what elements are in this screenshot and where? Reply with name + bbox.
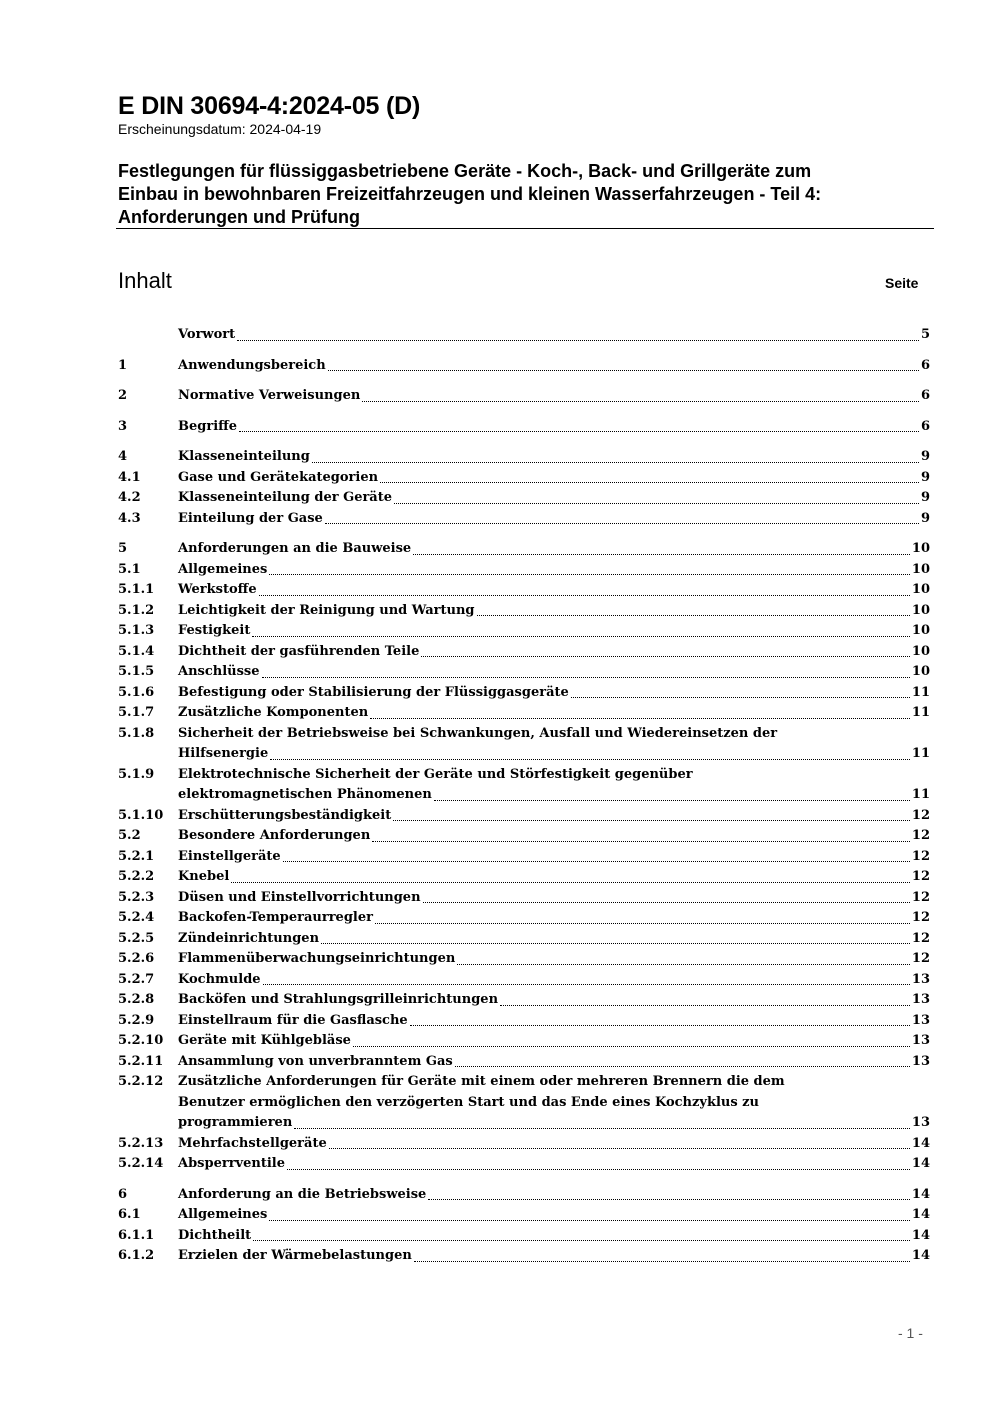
toc-entry-page: 5	[920, 327, 930, 342]
toc-dot-leader	[410, 1025, 910, 1026]
toc-heading: Inhalt	[118, 268, 172, 293]
toc-entry-title: Anforderungen an die Bauweise	[178, 541, 412, 556]
toc-entry-page: 12	[911, 910, 930, 925]
toc-entry-number: 4	[118, 449, 128, 464]
toc-dot-leader	[312, 462, 919, 463]
toc-entry-page: 9	[920, 510, 930, 526]
toc-entry-page: 13	[911, 1012, 930, 1028]
toc-entry-title: programmieren	[178, 1115, 293, 1130]
toc-entry-number: 5.1	[118, 561, 141, 577]
toc-dot-leader	[421, 656, 910, 657]
document-title	[118, 160, 938, 229]
toc-entry[interactable]	[118, 1093, 930, 1114]
toc-dot-leader	[269, 574, 910, 575]
toc-entry-title: Dichtheit der gasführenden Teile	[178, 643, 420, 659]
toc-entry-title: Benutzer ermöglichen den verzögerten Start und das Ende eines Kochzyklus zu	[178, 1094, 760, 1110]
toc-entry[interactable]	[118, 1011, 930, 1032]
toc-entry-number: 5.2.12	[118, 1074, 164, 1089]
toc-entry-page: 14	[911, 1186, 930, 1202]
toc-entry[interactable]	[118, 765, 930, 786]
toc-dot-leader	[329, 1148, 910, 1149]
toc-dot-leader	[393, 820, 910, 821]
toc-entry-title: Anforderung an die Betriebsweise	[178, 1186, 427, 1202]
toc-entry-number: 5.2.9	[118, 1012, 155, 1028]
toc-entry[interactable]	[118, 1246, 930, 1267]
toc-dot-leader	[239, 431, 919, 432]
toc-entry[interactable]	[118, 539, 930, 560]
toc-entry-page: 14	[911, 1227, 930, 1243]
toc-entry[interactable]	[118, 929, 930, 950]
toc-entry-number: 5.2	[118, 828, 141, 843]
toc-dot-leader	[259, 595, 910, 596]
toc-entry-number: 6.1	[118, 1207, 141, 1222]
toc-entry-title: Geräte mit Kühlgebläse	[178, 1033, 351, 1048]
toc-dot-leader	[414, 1261, 910, 1262]
toc-entry-number: 5.2.7	[118, 971, 155, 987]
toc-entry-title: Zündeinrichtungen	[178, 930, 320, 946]
toc-entry-page: 12	[911, 848, 930, 864]
toc-entry-title: Befestigung oder Stabilisierung der Flüssiggasgeräte	[178, 684, 569, 700]
toc-entry-number: 5.2.13	[118, 1135, 164, 1151]
title-line: Anforderungen und Prüfung	[118, 207, 360, 227]
toc-entry-page: 10	[911, 582, 930, 597]
toc-entry-page: 11	[911, 705, 930, 720]
toc-entry-title: Einstellgeräte	[178, 848, 281, 864]
toc-entry[interactable]	[118, 1185, 930, 1206]
toc-entry-number: 5.2.3	[118, 889, 155, 905]
toc-entry-title: Kochmulde	[178, 971, 261, 987]
toc-entry-title: Erzielen der Wärmebelastungen	[178, 1248, 412, 1263]
toc-entry[interactable]	[118, 847, 930, 868]
toc-dot-leader	[394, 503, 919, 504]
toc-entry-title: Mehrfachstellgeräte	[178, 1135, 327, 1151]
toc-entry[interactable]	[118, 560, 930, 581]
toc-entry-number: 5.1.1	[118, 582, 155, 597]
toc-entry-number: 6	[118, 1186, 128, 1202]
toc-entry-title: Vorwort	[178, 327, 236, 342]
toc-entry-number: 5.1.3	[118, 623, 155, 638]
toc-entry-number: 5.2.2	[118, 869, 155, 884]
toc-entry[interactable]	[118, 601, 930, 622]
toc-entry-number: 5.1.7	[118, 705, 155, 720]
toc-entry-title: Allgemeines	[178, 1207, 268, 1222]
title-line: Einbau in bewohnbaren Freizeitfahrzeugen und kleinen Wasserfahrzeugen - Teil 4:	[118, 184, 822, 204]
toc-dot-leader	[283, 861, 910, 862]
toc-entry-page: 9	[920, 469, 930, 485]
toc-entry-number: 5.1.6	[118, 684, 155, 700]
toc-dot-leader	[370, 718, 910, 719]
table-of-contents	[118, 325, 930, 1267]
toc-entry[interactable]	[118, 826, 930, 847]
toc-entry-page: 10	[911, 623, 930, 638]
toc-entry-page: 14	[911, 1248, 930, 1263]
toc-entry[interactable]	[118, 580, 930, 601]
toc-entry-number: 5.2.4	[118, 910, 155, 925]
toc-entry-title: Erschütterungsbeständigkeit	[178, 807, 392, 823]
toc-entry-number: 5.2.8	[118, 992, 155, 1007]
toc-entry-title: Dichtheilt	[178, 1227, 252, 1243]
toc-entry-title: Gase und Gerätekategorien	[178, 469, 379, 485]
toc-entry[interactable]	[118, 867, 930, 888]
toc-entry-number: 5	[118, 541, 128, 556]
toc-entry-page: 6	[920, 357, 930, 373]
toc-entry-page: 11	[911, 684, 930, 700]
toc-entry-page: 12	[911, 930, 930, 946]
toc-entry[interactable]	[118, 990, 930, 1011]
toc-entry[interactable]	[118, 325, 930, 346]
toc-dot-leader	[270, 759, 910, 760]
toc-entry-title: Klasseneinteilung der Geräte	[178, 490, 393, 505]
toc-entry-title: Knebel	[178, 869, 230, 884]
toc-entry-number: 5.1.8	[118, 725, 155, 741]
toc-entry-title: Werkstoffe	[178, 582, 257, 597]
toc-entry-title: Anwendungsbereich	[178, 357, 326, 373]
toc-entry-page: 14	[911, 1207, 930, 1222]
toc-entry-title: Backofen-Temperaurregler	[178, 910, 373, 925]
page-column-label: Seite	[885, 275, 919, 291]
toc-entry-title: Festigkeit	[178, 623, 251, 638]
title-divider	[116, 228, 934, 229]
toc-entry-number: 5.2.1	[118, 848, 155, 864]
publication-date: Erscheinungsdatum: 2024-04-19	[118, 121, 322, 137]
toc-entry-number: 5.1.9	[118, 766, 155, 782]
toc-entry[interactable]	[118, 908, 930, 929]
toc-entry-page: 10	[911, 643, 930, 659]
toc-dot-leader	[455, 1066, 910, 1067]
toc-dot-leader	[375, 923, 910, 924]
toc-dot-leader	[262, 677, 910, 678]
toc-entry[interactable]	[118, 642, 930, 663]
toc-dot-leader	[328, 370, 919, 371]
toc-entry[interactable]	[118, 1072, 930, 1093]
toc-entry-number: 6.1.1	[118, 1227, 155, 1243]
toc-dot-leader	[353, 1046, 910, 1047]
toc-entry[interactable]	[118, 468, 930, 489]
toc-dot-leader	[477, 615, 910, 616]
toc-entry-title: Leichtigkeit der Reinigung und Wartung	[178, 602, 475, 618]
toc-entry-page: 10	[911, 664, 930, 679]
toc-entry-page: 13	[911, 1053, 930, 1069]
toc-entry-number: 5.1.5	[118, 664, 155, 679]
toc-entry-title: Einstellraum für die Gasflasche	[178, 1012, 408, 1028]
toc-dot-leader	[325, 523, 919, 524]
toc-entry-number: 5.2.14	[118, 1156, 164, 1171]
toc-dot-leader	[500, 1005, 910, 1006]
toc-entry[interactable]	[118, 970, 930, 991]
toc-entry[interactable]	[118, 1134, 930, 1155]
toc-entry[interactable]	[118, 621, 930, 642]
toc-entry[interactable]	[118, 386, 930, 407]
toc-entry[interactable]	[118, 356, 930, 377]
toc-entry[interactable]	[118, 806, 930, 827]
toc-entry-page: 12	[911, 951, 930, 966]
toc-entry[interactable]	[118, 1226, 930, 1247]
toc-entry-number: 2	[118, 388, 128, 403]
toc-entry[interactable]	[118, 509, 930, 530]
toc-entry[interactable]	[118, 1052, 930, 1073]
toc-entry-number: 4.3	[118, 510, 141, 526]
toc-entry-page: 9	[920, 490, 930, 505]
toc-entry-title: Besondere Anforderungen	[178, 828, 371, 843]
toc-entry-title: Normative Verweisungen	[178, 388, 361, 403]
toc-entry[interactable]	[118, 662, 930, 683]
toc-entry[interactable]	[118, 683, 930, 704]
toc-entry[interactable]	[118, 1205, 930, 1226]
toc-entry-page: 11	[911, 746, 930, 761]
toc-dot-leader	[457, 964, 910, 965]
toc-entry-page: 10	[911, 602, 930, 618]
toc-entry-number: 4.1	[118, 469, 141, 485]
toc-entry-title: Flammenüberwachungseinrichtungen	[178, 951, 456, 966]
toc-entry[interactable]	[118, 785, 930, 806]
toc-dot-leader	[372, 841, 910, 842]
toc-entry[interactable]	[118, 1031, 930, 1052]
toc-entry-title: Zusätzliche Anforderungen für Geräte mit einem oder mehreren Brennern die dem	[178, 1074, 785, 1089]
toc-entry-title: Allgemeines	[178, 561, 268, 577]
toc-entry-page: 6	[920, 418, 930, 434]
toc-entry-number: 5.2.10	[118, 1033, 164, 1048]
toc-entry-page: 12	[911, 869, 930, 884]
toc-entry-title: Backöfen und Strahlungsgrilleinrichtungen	[178, 992, 499, 1007]
toc-entry-number: 5.2.5	[118, 930, 155, 946]
toc-dot-leader	[571, 697, 910, 698]
toc-dot-leader	[263, 984, 910, 985]
toc-entry-page: 12	[911, 828, 930, 843]
toc-entry-number: 6.1.2	[118, 1248, 155, 1263]
toc-entry-title: Zusätzliche Komponenten	[178, 705, 369, 720]
toc-entry-page: 6	[920, 388, 930, 403]
toc-dot-leader	[423, 902, 910, 903]
toc-dot-leader	[253, 1240, 910, 1241]
toc-entry-title: Begriffe	[178, 418, 238, 434]
toc-entry[interactable]	[118, 1113, 930, 1134]
toc-entry[interactable]	[118, 888, 930, 909]
toc-dot-leader	[362, 401, 919, 402]
toc-dot-leader	[321, 943, 910, 944]
toc-dot-leader	[231, 882, 910, 883]
toc-entry-page: 13	[911, 1115, 930, 1130]
toc-entry[interactable]	[118, 724, 930, 745]
toc-entry[interactable]	[118, 417, 930, 438]
toc-entry[interactable]	[118, 1154, 930, 1175]
toc-entry-page: 12	[911, 807, 930, 823]
toc-entry[interactable]	[118, 447, 930, 468]
toc-entry-title: Anschlüsse	[178, 664, 260, 679]
toc-entry-page: 13	[911, 1033, 930, 1048]
toc-entry-title: Ansammlung von unverbranntem Gas	[178, 1053, 453, 1069]
toc-entry[interactable]	[118, 949, 930, 970]
toc-dot-leader	[413, 554, 910, 555]
toc-entry-page: 14	[911, 1156, 930, 1171]
toc-entry-title: Elektrotechnische Sicherheit der Geräte und Störfestigkeit gegenüber	[178, 766, 693, 782]
toc-entry-number: 3	[118, 418, 128, 434]
page-number: - 1 -	[898, 1325, 923, 1341]
toc-entry-page: 13	[911, 992, 930, 1007]
toc-entry-page: 12	[911, 889, 930, 905]
toc-dot-leader	[269, 1220, 910, 1221]
toc-dot-leader	[428, 1199, 910, 1200]
toc-entry-number: 5.1.2	[118, 602, 155, 618]
toc-entry-page: 10	[911, 561, 930, 577]
document-id: E DIN 30694-4:2024-05 (D)	[118, 92, 421, 120]
toc-entry-number: 5.1.4	[118, 643, 155, 659]
toc-entry-title: elektromagnetischen Phänomenen	[178, 787, 432, 802]
toc-entry[interactable]	[118, 744, 930, 765]
toc-entry-title: Hilfsenergie	[178, 746, 269, 761]
toc-entry-number: 1	[118, 357, 128, 373]
toc-dot-leader	[294, 1128, 910, 1129]
toc-entry-number: 4.2	[118, 490, 141, 505]
toc-entry-title: Klasseneinteilung	[178, 449, 310, 464]
toc-entry-title: Einteilung der Gase	[178, 510, 323, 526]
toc-entry[interactable]	[118, 703, 930, 724]
toc-entry-title: Sicherheit der Betriebsweise bei Schwankungen, Ausfall und Wiedereinsetzen der	[178, 725, 778, 741]
toc-entry[interactable]	[118, 488, 930, 509]
toc-dot-leader	[237, 340, 919, 341]
toc-entry-number: 5.2.11	[118, 1053, 164, 1069]
toc-entry-page: 14	[911, 1135, 930, 1151]
toc-dot-leader	[380, 482, 919, 483]
toc-entry-page: 11	[911, 787, 930, 802]
toc-entry-page: 9	[920, 449, 930, 464]
toc-dot-leader	[434, 800, 910, 801]
toc-entry-page: 13	[911, 971, 930, 987]
toc-dot-leader	[252, 636, 910, 637]
toc-entry-title: Absperrventile	[178, 1156, 285, 1171]
toc-entry-number: 5.2.6	[118, 951, 155, 966]
toc-entry-title: Düsen und Einstellvorrichtungen	[178, 889, 421, 905]
title-line: Festlegungen für flüssiggasbetriebene Geräte - Koch-, Back- und Grillgeräte zum	[118, 161, 812, 181]
toc-dot-leader	[287, 1169, 910, 1170]
toc-entry-number: 5.1.10	[118, 807, 164, 823]
toc-entry-page: 10	[911, 541, 930, 556]
